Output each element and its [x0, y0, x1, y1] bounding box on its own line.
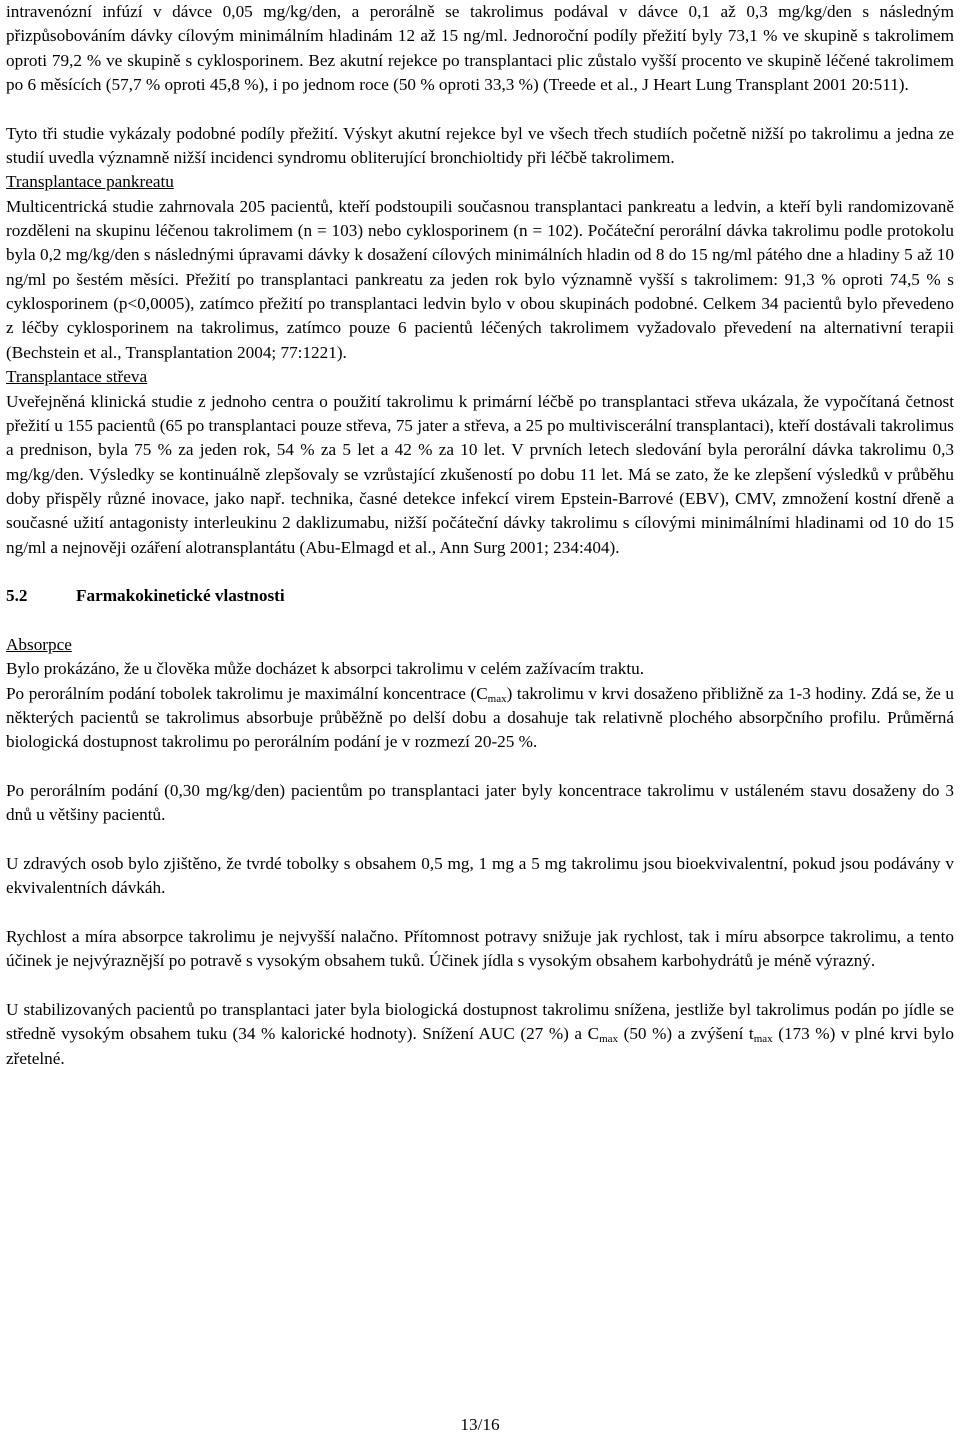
- heading-absorption: Absorpce: [6, 634, 72, 654]
- document-page: [6, 0, 954, 1071]
- section-title: Farmakokinetické vlastnosti: [76, 586, 285, 606]
- heading-bowel-transplant: Transplantace střeva: [6, 367, 148, 387]
- heading-pancreas-transplant: Transplantace pankreatu: [6, 172, 174, 192]
- section-heading: [6, 584, 954, 608]
- paragraph-absorption-3: Po perorálním podání (0,30 mg/kg/den) pacientům po transplantaci jater byly koncentrace takrolimu v ustáleném stavu dosaženy do 3 dnů u většiny pacientů.: [6, 781, 954, 825]
- page-number: 13/16: [460, 1415, 500, 1434]
- section-number: 5.2: [6, 586, 28, 606]
- paragraph-pancreas-transplant: Multicentrická studie zahrnovala 205 pacientů, kteří podstoupili současnou transplantaci pankreatu a ledvin, a kteří byli randomizovaně rozděleni na skupinu léčenou takrolimem (n = 103) nebo cyklosporinem (n = 102). Počáteční perorální dávka takrolimu podle protokolu byla 0,2 mg/kg/den s následnými úpravami dávky k dosažení cílových minimálních hladin od 8 do 15 ng/ml pátého dne a hladiny 5 až 10 ng/ml po šestém měsíci. Přežití po transplantaci pankreatu za jeden rok bylo významně vyšší s takrolimem: 91,3 % oproti 74,5 % s cyklosporinem (p<0,0005), zatímco přežití po transplantaci ledvin bylo v obou skupinách podobné. Celkem 34 pacientů bylo převedeno z léčby cyklosporinem na takrolimus, zatímco pouze 6 pacientů léčených takrolimem vyžadovalo převedení na alternativní terapii (Bechstein et al., Transplantation 2004; 77:1221).: [6, 196, 954, 362]
- paragraph-bowel-transplant: Uveřejněná klinická studie z jednoho centra o použití takrolimu k primární léčbě po transplantaci střeva ukázala, že vypočítaná četnost přežití u 155 pacientů (65 po transplantaci pouze střeva, 75 jater a střeva, a 25 po multiviscerální transplantaci), kteří dostávali takrolimus a prednison, byla 75 % za jeden rok, 54 % za 5 let a 42 % za 10 let. V prvních letech sledování byla perorální dávka takrolimu 0,3 mg/kg/den. Výsledky se kontinuálně zlepšovaly se vzrůstající zkušeností po dobu 11 let. Má se zato, že ke zlepšení výsledků v průběhu doby přispěly různé inovace, jako např. technika, časné detekce infekcí virem Epstein-Barrové (EBV), CMV, zmnožení kostní dřeně a současné užití antagonisty interleukinu 2 daklizumabu, nižší počáteční dávky takrolimu s cílovými minimálními hladinami od 10 do 15 ng/ml a nejnověji ozáření alotransplantátu (Abu-Elmagd et al., Ann Surg 2001; 234:404).: [6, 391, 954, 557]
- paragraph-survival-summary: Tyto tři studie vykázaly podobné podíly přežití. Výskyt akutní rejekce byl ve všech třech studiích početně nižší po takrolimu a jedna ze studií uvedla významně nižší incidenci syndromu obliterující bronchioltidy při léčbě takrolimem.: [6, 123, 954, 168]
- paragraph-absorption-5: Rychlost a míra absorpce takrolimu je nejvyšší nalačno. Přítomnost potravy snižuje jak rychlost, tak i míru absorpce takrolimu, a tento účinek je nejvýraznější po potravě s vysokým obsahem tuků. Účinek jídla s vysokým obsahem karbohydrátů je méně výrazný.: [6, 927, 954, 971]
- paragraph-absorption-6: U stabilizovaných pacientů po transplantaci jater byla biologická dostupnost takrolimu snížena, jestliže byl takrolimus podán po jídle se středně vysokým obsahem tuku (34 % kalorické hodnoty). Snížení AUC (27 %) a $C_{max}$ (50 %) a zvýšení $t_{max}$ (173 %) v plné krvi bylo zřetelné.: [6, 1000, 954, 1068]
- paragraph-lung-transplant: intravenózní infúzí v dávce 0,05 mg/kg/den, a perorálně se takrolimus podával v dávce 0,1 až 0,3 mg/kg/den s následným přizpůsobováním dávky cílovým minimálním hladinám 12 až 15 ng/ml. Jednoroční podíly přežití byly 73,1 % ve skupině s takrolimem oproti 79,2 % ve skupině s cyklosporinem. Bez akutní rejekce po transplantaci plic zůstalo vyšší procento ve skupině léčené takrolimem po 6 měsících (57,7 % oproti 45,8 %), i po jednom roce (50 % oproti 33,3 %) (Treede et al., J Heart Lung Transplant 2001 20:511).: [6, 2, 954, 95]
- paragraph-absorption-2: Po perorálním podání tobolek takrolimu je maximální koncentrace $(C_{max})$ takrolimu v krvi dosaženo přibližně za 1-3 hodiny. Zdá se, že u některých pacientů se takrolimus absorbuje průběžně po delší dobu a dosahuje tak relativně plochého absorpčního profilu. Průměrná biologická dostupnost takrolimu po perorálním podání je v rozmezí 20-25 %.: [6, 683, 954, 752]
- paragraph-absorption-4: U zdravých osob bylo zjištěno, že tvrdé tobolky s obsahem 0,5 mg, 1 mg a 5 mg takrolimu jsou bioekvivalentní, pokud jsou podávány v ekvivalentních dávkáh.: [6, 854, 954, 898]
- paragraph-absorption-1: Bylo prokázáno, že u člověka může docházet k absorpci takrolimu v celém zažívacím traktu.: [6, 659, 645, 679]
